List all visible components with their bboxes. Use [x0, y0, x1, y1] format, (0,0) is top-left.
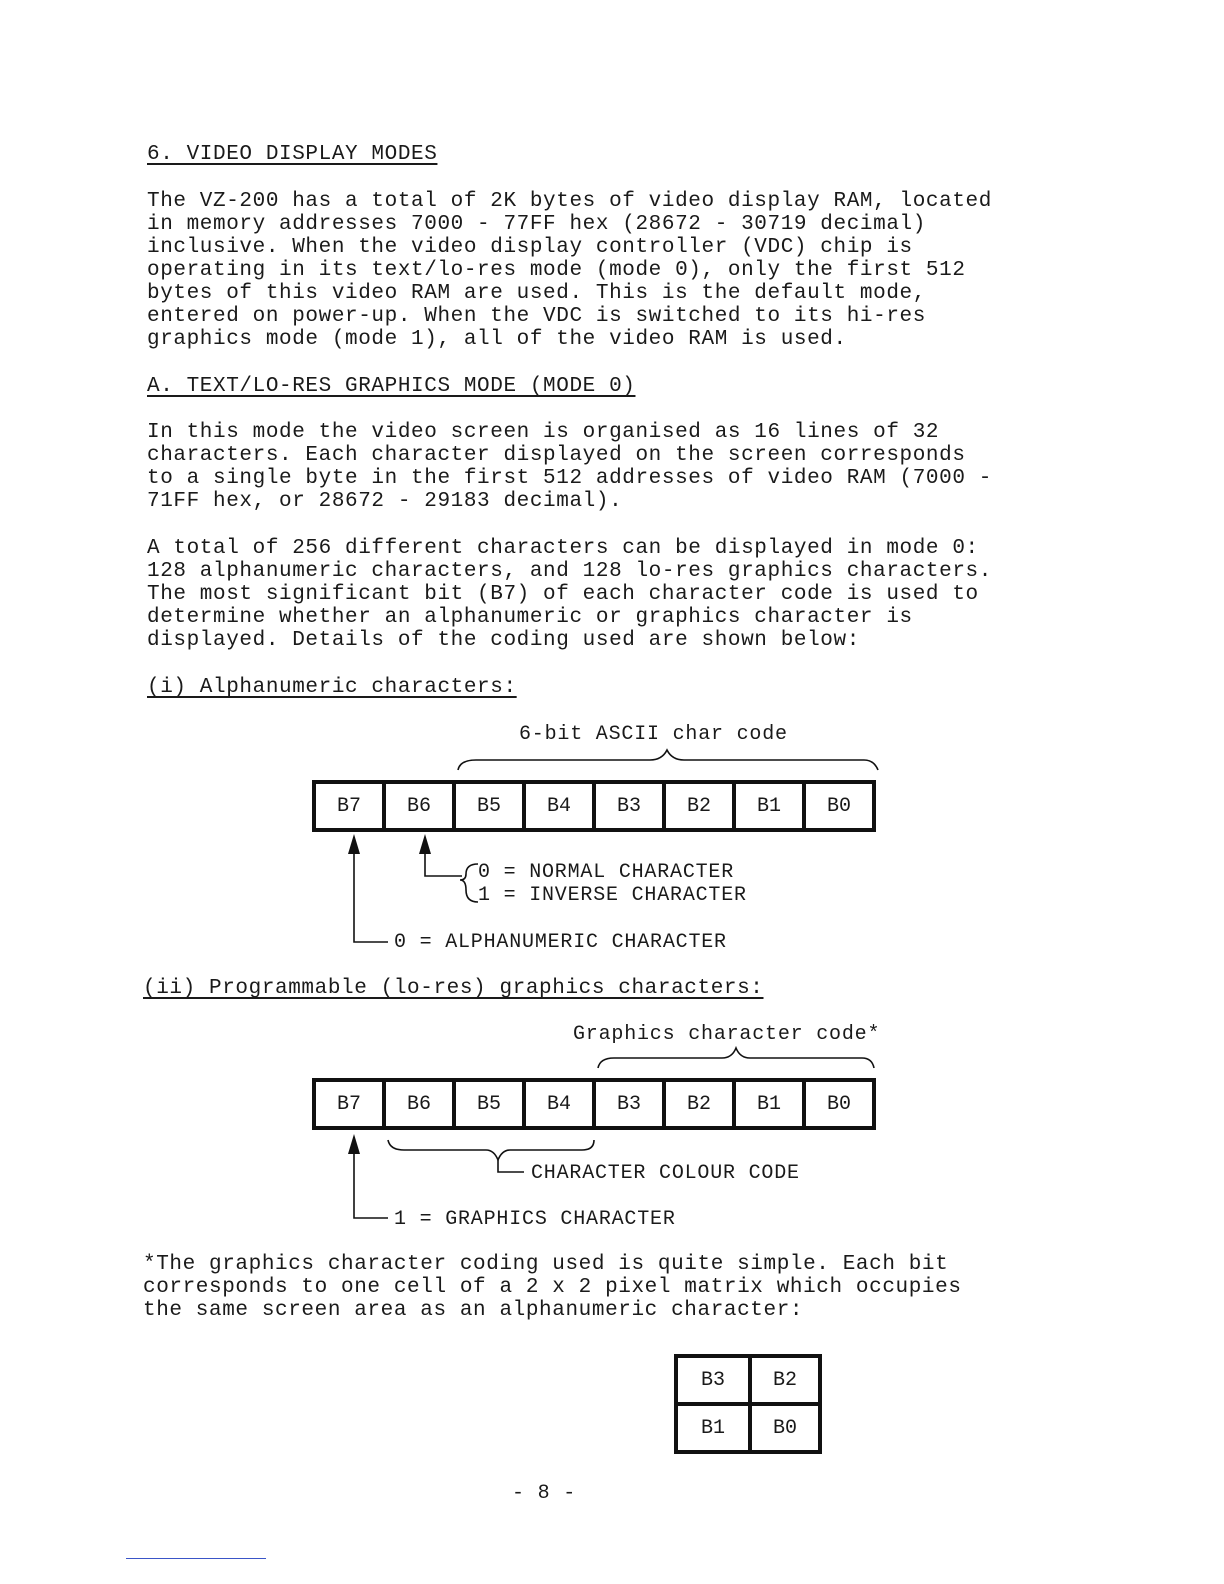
text-line: to a single byte in the first 512 addresses of video RAM (7000 - [147, 467, 992, 490]
subsection-title: A. TEXT/LO-RES GRAPHICS MODE (MODE 0) [147, 375, 636, 398]
bit-cell: B3 [596, 784, 666, 828]
text-line: bytes of this video RAM are used. This is the default mode, [147, 282, 926, 305]
text-line: corresponds to one cell of a 2 x 2 pixel matrix which occupies [143, 1276, 962, 1299]
bit-cell: B7 [316, 784, 386, 828]
text-line: 71FF hex, or 28672 - 29183 decimal). [147, 490, 623, 513]
bit-cell: B6 [386, 784, 456, 828]
section-title: 6. VIDEO DISPLAY MODES [147, 143, 438, 166]
text-line: displayed. Details of the coding used are shown below: [147, 629, 860, 652]
footer-rule [126, 1558, 266, 1559]
bit-cell: B5 [456, 1082, 526, 1126]
text-line: operating in its text/lo-res mode (mode 0), only the first 512 [147, 259, 966, 282]
bit-cell: B4 [526, 1082, 596, 1126]
page-number: - 8 - [512, 1482, 577, 1505]
alphanumeric-flag-label: 0 = ALPHANUMERIC CHARACTER [394, 931, 727, 954]
arrow-up-icon [348, 834, 360, 854]
bit-cell: B4 [526, 784, 596, 828]
arrow-up-icon [419, 834, 431, 854]
matrix-cell: B3 [700, 1368, 725, 1392]
matrix-cell: B2 [748, 1358, 818, 1402]
arrow-up-icon [348, 1134, 360, 1154]
bit-cell: B0 [826, 1092, 851, 1116]
bit-cell: B6 [386, 1082, 456, 1126]
colour-connector [498, 1160, 524, 1172]
graphics-heading: (ii) Programmable (lo-res) graphics characters: [143, 977, 764, 1000]
graphics-flag-label: 1 = GRAPHICS CHARACTER [394, 1208, 676, 1231]
ascii-code-label: 6-bit ASCII char code [519, 723, 788, 746]
text-line: in memory addresses 7000 - 77FF hex (28672 - 30719 decimal) [147, 213, 926, 236]
normal-character-label: 0 = NORMAL CHARACTER [478, 861, 735, 884]
matrix-cell: B1 [678, 1402, 748, 1450]
graphics-code-brace [598, 1048, 874, 1068]
text-line: *The graphics character coding used is quite simple. Each bit [143, 1253, 949, 1276]
text-line: inclusive. When the video display controller (VDC) chip is [147, 236, 913, 259]
bit-cell: B2 [666, 1082, 736, 1126]
bit-cell: B1 [736, 784, 806, 828]
bit-cell: B3 [596, 1082, 666, 1126]
matrix-cell: B0 [748, 1402, 818, 1450]
text-line: 128 alphanumeric characters, and 128 lo-res graphics characters. [147, 560, 992, 583]
alpha-b6-connector [425, 852, 462, 876]
bit-cell: B2 [666, 784, 736, 828]
bit-cell: B1 [736, 1082, 806, 1126]
graphics-code-label: Graphics character code* [573, 1023, 881, 1046]
alpha-b7-connector [354, 852, 388, 942]
text-line: A total of 256 different characters can be displayed in mode 0: [147, 537, 979, 560]
ascii-brace [458, 750, 878, 770]
colour-code-label: CHARACTER COLOUR CODE [531, 1162, 800, 1185]
text-line: the same screen area as an alphanumeric character: [143, 1299, 804, 1322]
graphics-b7-connector [354, 1150, 388, 1218]
inverse-character-label: 1 = INVERSE CHARACTER [478, 884, 747, 907]
text-line: The VZ-200 has a total of 2K bytes of video display RAM, located [147, 190, 992, 213]
text-line: determine whether an alphanumeric or graphics character is [147, 606, 913, 629]
text-line: The most significant bit (B7) of each character code is used to [147, 583, 979, 606]
text-line: entered on power-up. When the VDC is switched to its hi-res [147, 305, 926, 328]
pixel-matrix [674, 1354, 822, 1454]
text-line: graphics mode (mode 1), all of the video RAM is used. [147, 328, 847, 351]
colour-brace [388, 1140, 594, 1160]
alphanumeric-heading: (i) Alphanumeric characters: [147, 676, 517, 699]
text-line: characters. Each character displayed on the screen corresponds [147, 444, 966, 467]
bit-cell: B0 [826, 794, 851, 818]
text-line: In this mode the video screen is organised as 16 lines of 32 [147, 421, 940, 444]
bit-cell: B7 [316, 1082, 386, 1126]
b6-choice-brace [460, 864, 478, 902]
bit-cell: B5 [456, 784, 526, 828]
